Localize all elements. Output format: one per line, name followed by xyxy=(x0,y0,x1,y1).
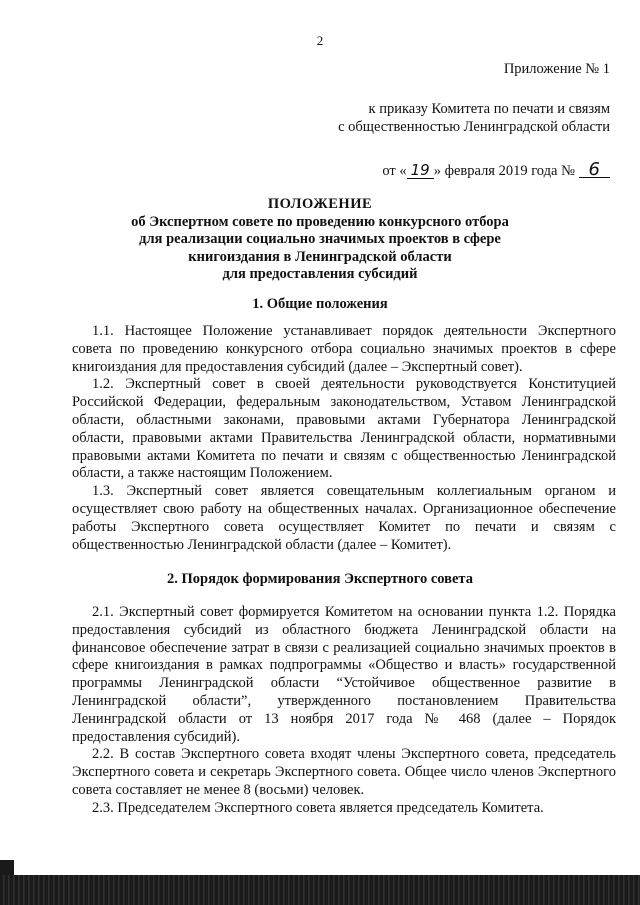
date-prefix: от « xyxy=(382,163,407,179)
page-number: 2 xyxy=(316,33,324,48)
title-line-5: для предоставления субсидий xyxy=(222,266,418,282)
appendix-title: Приложение № 1 xyxy=(503,61,610,77)
paragraph-2-1: 2.1. Экспертный совет формируется Комитетом на основании пункта 1.2. Порядка предоставления субсидий из областного бюджета Ленинградской области на финансовое обеспечение затрат в связи с реализацией социально значимых проектов в сфере книгоиздания в рамках подпрограммы «Общество и власть» государственной программы Ленинградской области “Устойчивое общественное развитие в Ленинградской области”, утвержденного постановлением Правительства Ленинградской области от 13 ноября 2017 года № 468 (далее – Порядок предоставления субсидий). xyxy=(72,604,616,745)
date-middle: » февраля 2019 года № xyxy=(433,163,579,179)
section-1-body xyxy=(72,323,616,554)
section-1-heading: 1. Общие положения xyxy=(252,296,388,312)
paragraph-2-2: 2.2. В состав Экспертного совета входят члены Экспертного совета, председатель Экспертного совета и секретарь Экспертного совета. Общее число членов Экспертного совета составляет не менее 8 (восьми) человек. xyxy=(72,746,616,798)
handwritten-day: 19 xyxy=(407,163,434,179)
title-main: ПОЛОЖЕНИЕ xyxy=(267,196,373,212)
appendix-order-ref: к приказу Комитета по печати и связям xyxy=(368,101,610,117)
paragraph-1-2: 1.2. Экспертный совет в своей деятельности руководствуется Конституцией Российской Федерации, федеральным законодательством, Уставом Ленинградской области, областными законами, правовыми актами Губернатора Ленинградской области, правовыми актами Правительства Ленинградской области, нормативными правовыми актами Комитета по печати и связям с общественностью Ленинградской области, а также настоящим Положением. xyxy=(72,376,616,482)
paragraph-1-1: 1.1. Настоящее Положение устанавливает порядок деятельности Экспертного совета по проведению конкурсного отбора социально значимых проектов в сфере книгоиздания для предоставления субсидий (далее – Экспертный совет). xyxy=(72,323,616,375)
paragraph-2-3: 2.3. Председателем Экспертного совета является председатель Комитета. xyxy=(92,799,544,816)
handwritten-order-number: 6 xyxy=(579,162,610,178)
appendix-date-line xyxy=(338,159,610,180)
document-title xyxy=(40,196,600,284)
title-line-2: об Экспертном совете по проведению конкурсного отбора xyxy=(131,213,509,230)
appendix-header xyxy=(338,60,610,180)
appendix-committee: с общественностью Ленинградской области xyxy=(338,119,610,135)
scan-edge-bottom xyxy=(0,875,640,905)
title-line-4: книгоиздания в Ленинградской области xyxy=(188,248,452,265)
title-line-3: для реализации социально значимых проектов в сфере xyxy=(139,231,501,247)
section-2-body xyxy=(72,604,616,818)
paragraph-1-3: 1.3. Экспертный совет является совещательным коллегиальным органом и осуществляет свою работу на общественных началах. Организационное обеспечение работы Экспертного совета осуществляет Комитет по печати и связям с общественностью Ленинградской области (далее – Комитет). xyxy=(72,483,616,553)
section-2-heading: 2. Порядок формирования Экспертного совета xyxy=(167,571,473,587)
